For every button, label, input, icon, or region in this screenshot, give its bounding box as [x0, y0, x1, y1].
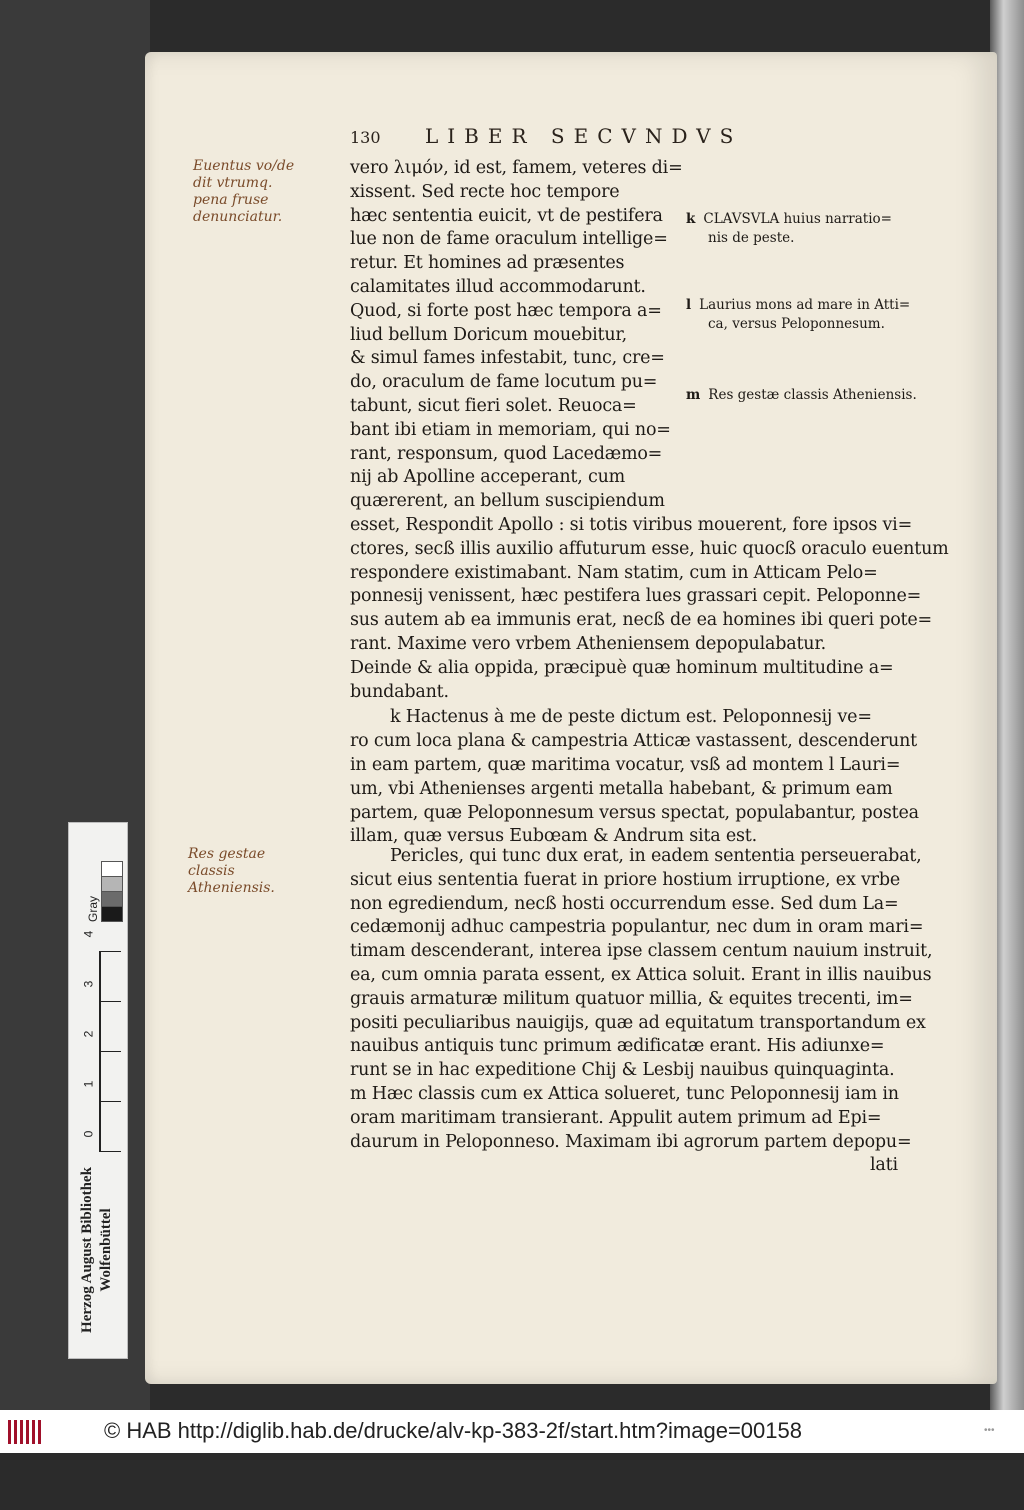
text-line: do, oraculum de fame locutum pu=: [350, 372, 658, 393]
text-line: hæc sententia euicit, vt de pestifera: [350, 205, 663, 226]
text-line: k Hactenus à me de peste dictum est. Peloponnesij ve=: [390, 707, 872, 728]
text-line: ro cum loca plana & campestria Atticæ vastassent, descenderunt: [350, 731, 918, 752]
text-line: partem, quæ Peloponnesum versus spectat, populabantur, postea: [350, 802, 919, 823]
text-line: m Hæc classis cum ex Attica solueret, tunc Peloponnesij iam in: [350, 1084, 899, 1104]
text-line: calamitates illud accommodarunt.: [350, 277, 646, 297]
running-head: LIBER SECVNDVS: [425, 124, 743, 148]
text-line: daurum in Peloponneso. Maximam ibi agrorum partem depopu=: [350, 1131, 912, 1152]
ruler-number: 1: [81, 1080, 96, 1088]
text-line: vero λιμόν, id est, famem, veteres di=: [350, 158, 683, 178]
text-line: nauibus antiquis tunc primum ædificatæ erant. His adiunxe=: [350, 1036, 885, 1057]
ruler-tick: [99, 1101, 121, 1102]
text-line: runt se in hac expeditione Chij & Lesbij nauibus quinquaginta.: [350, 1060, 895, 1081]
text-line: rant. Maxime vero vrbem Atheniensem depopulabatur.: [350, 634, 826, 654]
text-line: sus autem ab ea immunis erat, necß de ea homines ibi queri pote=: [350, 610, 933, 631]
side-note-text-continued: nis de peste.: [708, 230, 795, 246]
side-note-letter: m: [686, 387, 701, 403]
text-line: timam descenderant, interea ipse classem centum nauium instruit,: [350, 941, 933, 962]
footer-bar: [0, 1410, 1024, 1453]
scale-ruler: [68, 822, 128, 1359]
footer-dots: •••: [984, 1425, 995, 1436]
handwritten-line: pena fruse: [193, 192, 269, 208]
text-line: grauis armaturæ militum quatuor millia, & equites trecenti, im=: [350, 988, 913, 1009]
ruler-number: 0: [81, 1130, 96, 1138]
handwritten-note-2: [188, 846, 275, 897]
side-note-letter: k: [686, 211, 696, 227]
text-line: retur. Et homines ad præsentes: [350, 253, 625, 274]
handwritten-note-1: [193, 158, 294, 226]
text-line: lati: [870, 1155, 898, 1176]
handwritten-line: dit vtrumq.: [193, 175, 273, 191]
text-line: cedæmonij adhuc campestria populantur, nec dum in oram mari=: [350, 917, 924, 938]
text-line: Quod, si forte post hæc tempora a=: [350, 300, 662, 321]
copyright-link[interactable]: © HAB http://diglib.hab.de/drucke/alv-kp-383-2f/start.htm?image=00158: [104, 1418, 802, 1443]
institution-line-2: Wolfenbüttel: [98, 1208, 114, 1292]
gray-patch-black: [101, 906, 123, 922]
ruler-tick: [99, 951, 121, 952]
text-line: liud bellum Doricum mouebitur,: [350, 324, 628, 345]
text-line: quærerent, an bellum suscipiendum: [350, 491, 665, 512]
text-line: tabunt, sicut fieri solet. Reuoca=: [350, 396, 637, 416]
ruler-tick: [99, 1151, 121, 1152]
text-line: sicut eius sententia fuerat in priore hostium irruptione, ex vrbe: [350, 869, 900, 890]
text-line: bant ibi etiam in memoriam, qui no=: [350, 419, 671, 440]
side-note: [686, 210, 892, 248]
side-note-text: Laurius mons ad mare in Atti=: [699, 297, 911, 313]
handwritten-line: Atheniensis.: [188, 880, 275, 896]
ruler-number: 2: [81, 1030, 96, 1038]
text-line: ponnesij venissent, hæc pestifera lues grassari cepit. Peloponne=: [350, 586, 922, 607]
side-note-text-continued: ca, versus Peloponnesum.: [708, 316, 885, 332]
side-note-text-continued: [686, 406, 708, 422]
text-line: in eam partem, quæ maritima vocatur, vsß ad montem l Lauri=: [350, 755, 901, 775]
text-line: positi peculiaribus nauigijs, quæ ad equitatum transportandum ex: [350, 1012, 926, 1033]
gray-patch-white: [101, 861, 123, 877]
side-note: [686, 386, 917, 424]
side-note-letter: l: [686, 297, 692, 313]
text-line: um, vbi Athenienses argenti metalla habebant, & primum eam: [350, 778, 893, 799]
ruler-tick: [99, 1001, 121, 1002]
text-line: & simul fames infestabit, tunc, cre=: [350, 348, 665, 369]
page-number: 130: [350, 128, 381, 147]
text-line: Pericles, qui tunc dux erat, in eadem sententia perseuerabat,: [390, 846, 922, 866]
text-line: bundabant.: [350, 681, 449, 702]
text-line: lue non de fame oraculum intellige=: [350, 229, 668, 250]
text-line: oram maritimam transierant. Appulit autem primum ad Epi=: [350, 1107, 882, 1128]
gray-scale-label: Gray: [86, 895, 100, 922]
text-line: Deinde & alia oppida, præcipuè quæ hominum multitudine a=: [350, 657, 894, 678]
text-line: respondere existimabant. Nam statim, cum in Atticam Pelo=: [350, 562, 878, 583]
handwritten-line: classis: [188, 863, 235, 879]
handwritten-line: denunciatur.: [193, 209, 283, 225]
text-line: nij ab Apolline acceperant, cum: [350, 467, 626, 488]
text-line: rant, responsum, quod Lacedæmo=: [350, 443, 663, 464]
institution-line-1: Herzog August Bibliothek: [79, 1167, 95, 1333]
text-line: illam, quæ versus Eubœam & Andrum sita est.: [350, 826, 757, 847]
handwritten-line: Res gestae: [188, 846, 266, 862]
side-note-text: Res gestæ classis Atheniensis.: [708, 387, 917, 403]
gray-patch-mid: [101, 891, 123, 907]
gray-patch-light: [101, 876, 123, 892]
ruler-tick: [99, 1051, 121, 1052]
ruler-number: 4: [81, 930, 96, 938]
text-line: ctores, secß illis auxilio affuturum esse, huic quocß oraculo euentum: [350, 538, 949, 559]
text-line: xissent. Sed recte hoc tempore: [350, 181, 620, 202]
text-line: ea, cum omnia parata essent, ex Attica soluit. Erant in illis nauibus: [350, 965, 932, 985]
hab-logo-icon: [8, 1420, 44, 1444]
text-line: non egrediendum, necß hosti occurrendum esse. Sed dum La=: [350, 893, 899, 914]
text-line: esset, Respondit Apollo : si totis viribus mouerent, fore ipsos vi=: [350, 515, 913, 535]
side-note: [686, 296, 910, 334]
side-note-text: CLAVSVLA huius narratio=: [703, 211, 892, 227]
ruler-number: 3: [81, 980, 96, 988]
handwritten-line: Euentus vo/de: [193, 158, 295, 174]
